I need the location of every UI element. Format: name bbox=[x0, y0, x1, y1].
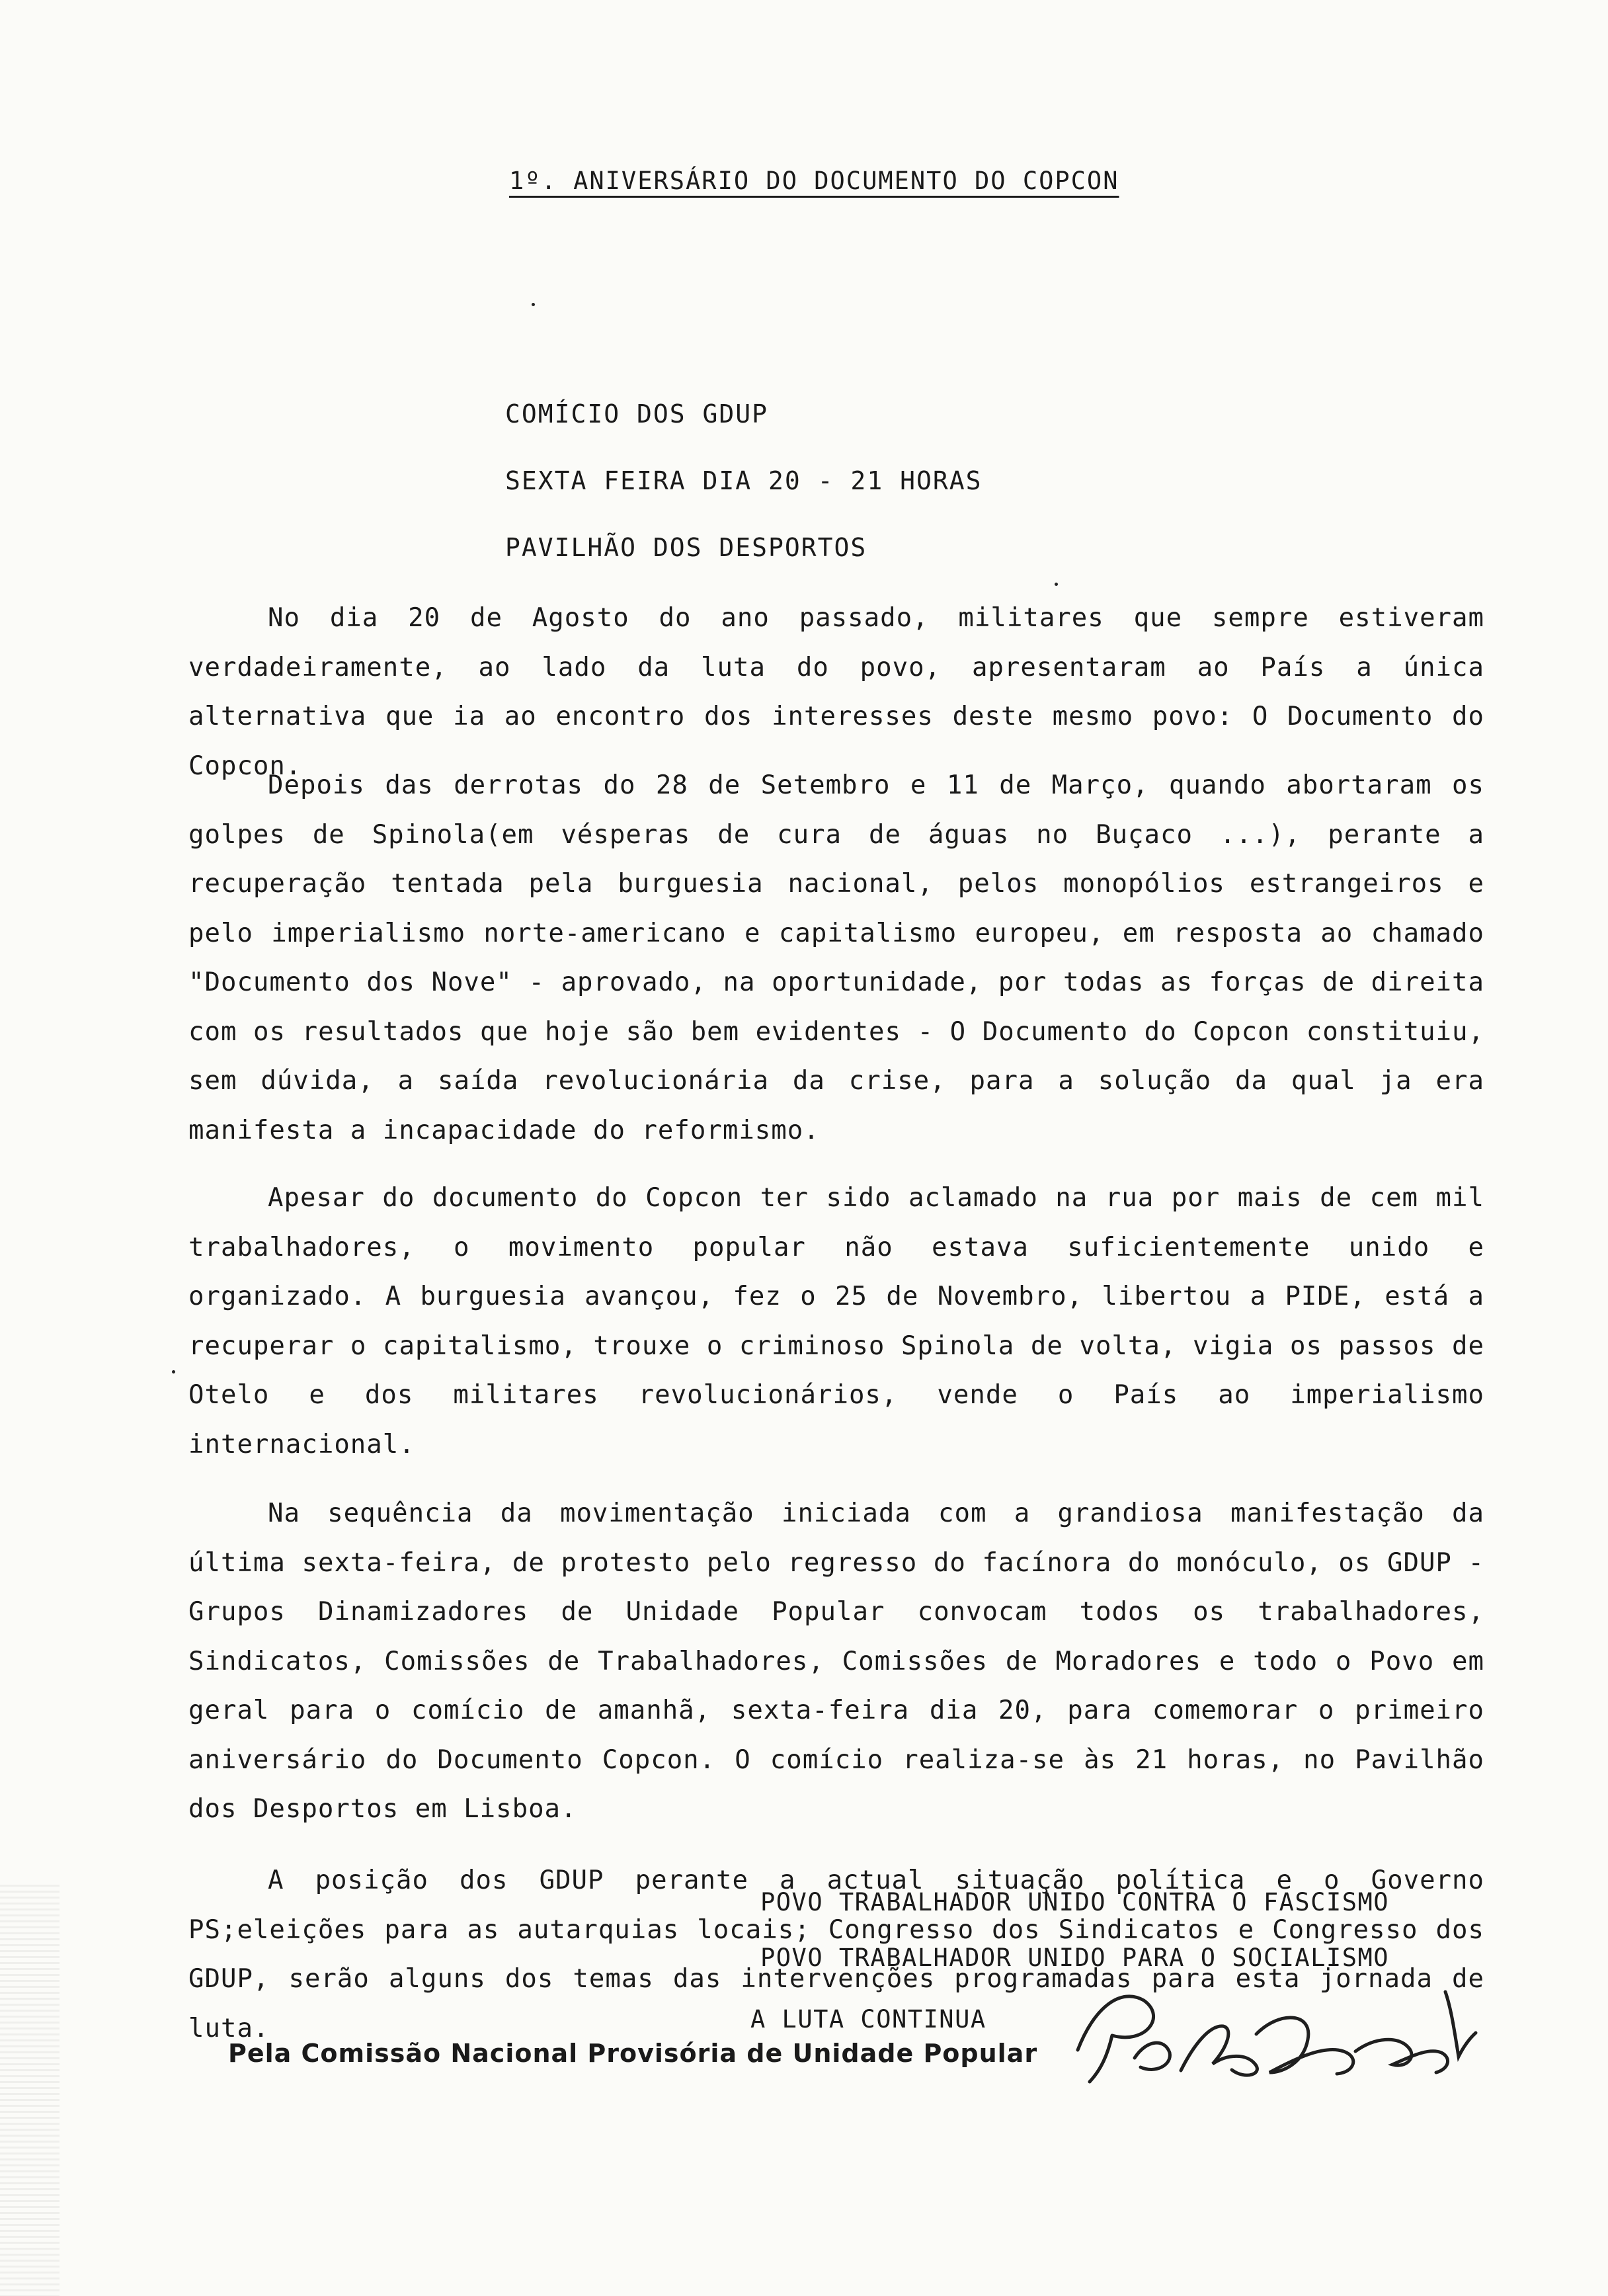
paragraph-5: A posição dos GDUP perante a actual situação política e o Governo PS;eleições para as autarquias locais; Congresso dos Sindicatos e Congresso dos GDUP, serão alguns dos temas das intervenções programadas para esta jornada de luta. bbox=[188, 1866, 1484, 2043]
paragraph-3: Apesar do documento do Copcon ter sido aclamado na rua por mais de cem mil trabalhadores, o movimento popular não estava suficientemente unido e organizado. A burguesia avançou, fez o 25 de Novembro, libertou a PIDE, está a recuperar o capitalismo, trouxe o criminoso Spinola de volta, vigia os passos de Otelo e dos militares revolucionários, vende o País ao imperialismo internacional. bbox=[188, 1183, 1484, 1459]
organization-line: Pela Comissão Nacional Provisória de Unidade Popular bbox=[228, 2039, 1038, 2068]
paper-speck bbox=[532, 303, 535, 306]
document-title: 1º. ANIVERSÁRIO DO DOCUMENTO DO COPCON bbox=[509, 167, 1119, 195]
paper-speck bbox=[172, 1370, 175, 1374]
paragraph-4: Na sequência da movimentação iniciada com a grandiosa manifestação da última sexta-feira, de protesto pelo regresso do facínora do monóculo, os GDUP - Grupos Dinamizadores de Unidade Popular convocam todos os trabalhadores, Sindicatos, Comissões de Trabalhadores, Comissões de Moradores e todo o Povo em geral para o comício de amanhã, sexta-feira dia 20, para comemorar o primeiro aniversário do Documento Copcon. O comício realiza-se às 21 horas, no Pavilhão dos Desportos em Lisboa. bbox=[188, 1498, 1484, 1824]
scan-edge-artifact bbox=[0, 1885, 60, 2296]
closing-line-fascism: POVO TRABALHADOR UNIDO CONTRA O FASCISMO bbox=[760, 1888, 1390, 1916]
header-line-date: SEXTA FEIRA DIA 20 - 21 HORAS bbox=[505, 466, 983, 495]
handwritten-signature bbox=[1071, 1971, 1481, 2090]
header-line-rally: COMÍCIO DOS GDUP bbox=[505, 399, 769, 429]
slogan: A LUTA CONTINUA bbox=[750, 2005, 986, 2033]
paper-speck bbox=[1055, 583, 1058, 586]
closing-line-socialism: POVO TRABALHADOR UNIDO PARA O SOCIALISMO bbox=[760, 1944, 1390, 1972]
paragraph-2: Depois das derrotas do 28 de Setembro e 11 de Março, quando abortaram os golpes de Spinola(em vésperas de cura de águas no Buçaco ...), perante a recuperação tentada pela burguesia nacional, pelos monopólios estrangeiros e pelo imperialismo norte-americano e capitalismo europeu, em resposta ao chamado "Documento dos Nove" - aprovado, na oportunidade, por todas as forças de direita com os resultados que hoje são bem evidentes - O Documento do Copcon constituiu, sem dúvida, a saída revolucionária da crise, para a solução da qual ja era manifesta a incapacidade do reformismo. bbox=[188, 770, 1484, 1145]
paragraph-1: No dia 20 de Agosto do ano passado, militares que sempre estiveram verdadeiramente, ao lado da luta do povo, apresentaram ao País a única alternativa que ia ao encontro dos interesses deste mesmo povo: O Documento do Copcon. bbox=[188, 603, 1484, 781]
header-line-venue: PAVILHÃO DOS DESPORTOS bbox=[505, 533, 867, 562]
